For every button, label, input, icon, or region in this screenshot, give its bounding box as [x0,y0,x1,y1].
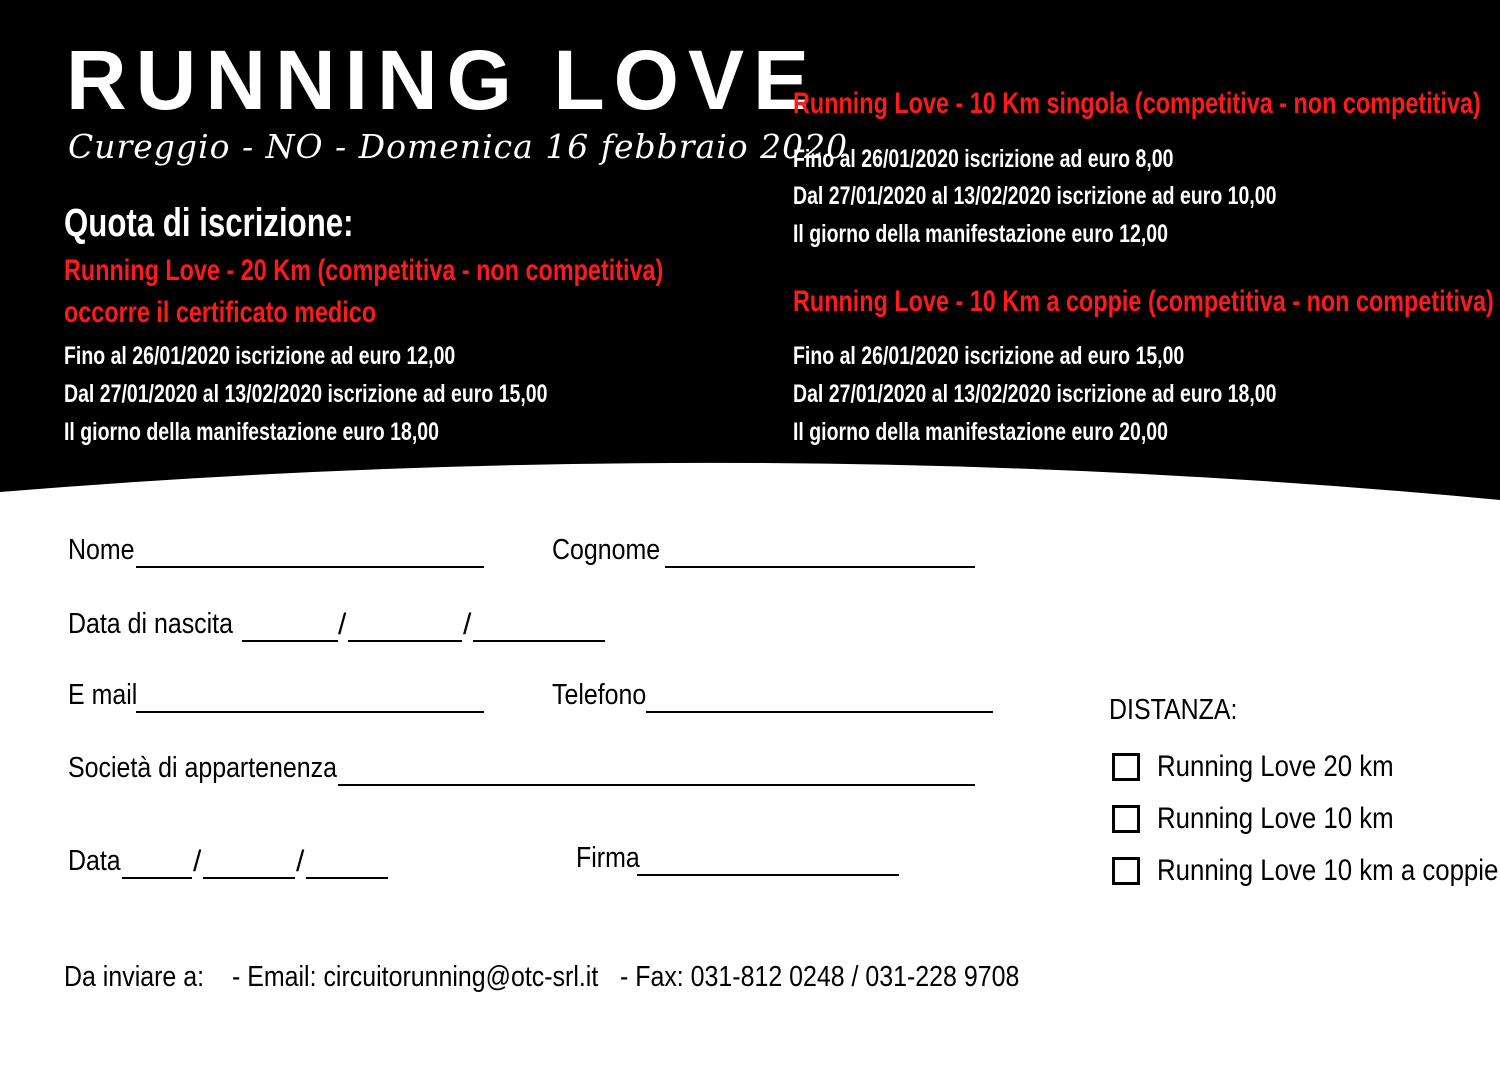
telefono-field[interactable] [646,711,993,713]
date-month-field[interactable] [203,877,295,879]
fee-heading-10km-single: Running Love - 10 Km singola (competitiva - non competitiva) [793,87,1481,120]
footer-send-to-label: Da inviare a: [64,961,205,993]
birth-month-field[interactable] [348,640,462,642]
birth-day-field[interactable] [242,640,338,642]
fee-line: Fino al 26/01/2020 iscrizione ad euro 8,00 [793,145,1174,173]
data-nascita-label: Data di nascita [68,608,233,640]
footer-fax: - Fax: 031-812 0248 / 031-228 9708 [620,961,1020,993]
societa-label: Società di appartenenza [68,752,338,784]
email-field[interactable] [136,711,484,713]
firma-field[interactable] [637,874,899,876]
date-day-field[interactable] [122,877,192,879]
quota-title: Quota di iscrizione: [64,201,354,245]
checkbox-10km[interactable] [1112,805,1140,833]
telefono-label: Telefono [552,679,647,711]
fee-heading-20km: Running Love - 20 Km (competitiva - non competitiva) [64,254,664,287]
option-10km-label: Running Love 10 km [1157,802,1394,835]
birth-year-field[interactable] [473,640,605,642]
date-separator: / [463,608,472,641]
societa-field[interactable] [338,784,975,786]
cognome-label: Cognome [552,534,661,566]
option-10km-couples-label: Running Love 10 km a coppie [1157,854,1499,887]
distanza-label: DISTANZA: [1109,694,1238,726]
fee-heading-10km-couples: Running Love - 10 Km a coppie (competitiva - non competitiva) [793,285,1494,318]
footer-email[interactable]: - Email: circuitorunning@otc-srl.it [232,961,599,993]
fee-note-certificate: occorre il certificato medico [64,296,377,329]
date-separator: / [338,608,347,641]
fee-line: Il giorno della manifestazione euro 12,00 [793,220,1168,248]
event-subtitle: Cureggio - NO - Domenica 16 febbraio 2020 [68,127,849,166]
firma-label: Firma [576,842,640,874]
date-separator: / [296,845,305,878]
fee-line: Fino al 26/01/2020 iscrizione ad euro 15,00 [793,342,1185,370]
data-label: Data [68,845,121,877]
option-20km-label: Running Love 20 km [1157,750,1394,783]
fee-line: Dal 27/01/2020 al 13/02/2020 iscrizione ad euro 15,00 [64,380,548,408]
email-label: E mail [68,679,138,711]
date-year-field[interactable] [306,877,388,879]
nome-field[interactable] [136,566,484,568]
nome-label: Nome [68,534,135,566]
fee-line: Dal 27/01/2020 al 13/02/2020 iscrizione ad euro 18,00 [793,380,1277,408]
event-title: RUNNING LOVE [66,33,819,127]
fee-line: Il giorno della manifestazione euro 20,00 [793,418,1168,446]
date-separator: / [193,845,202,878]
fee-line: Il giorno della manifestazione euro 18,00 [64,418,439,446]
fee-line: Dal 27/01/2020 al 13/02/2020 iscrizione ad euro 10,00 [793,182,1277,210]
checkbox-20km[interactable] [1112,753,1140,781]
fee-line: Fino al 26/01/2020 iscrizione ad euro 12,00 [64,342,456,370]
cognome-field[interactable] [665,566,975,568]
checkbox-10km-couples[interactable] [1112,857,1140,885]
